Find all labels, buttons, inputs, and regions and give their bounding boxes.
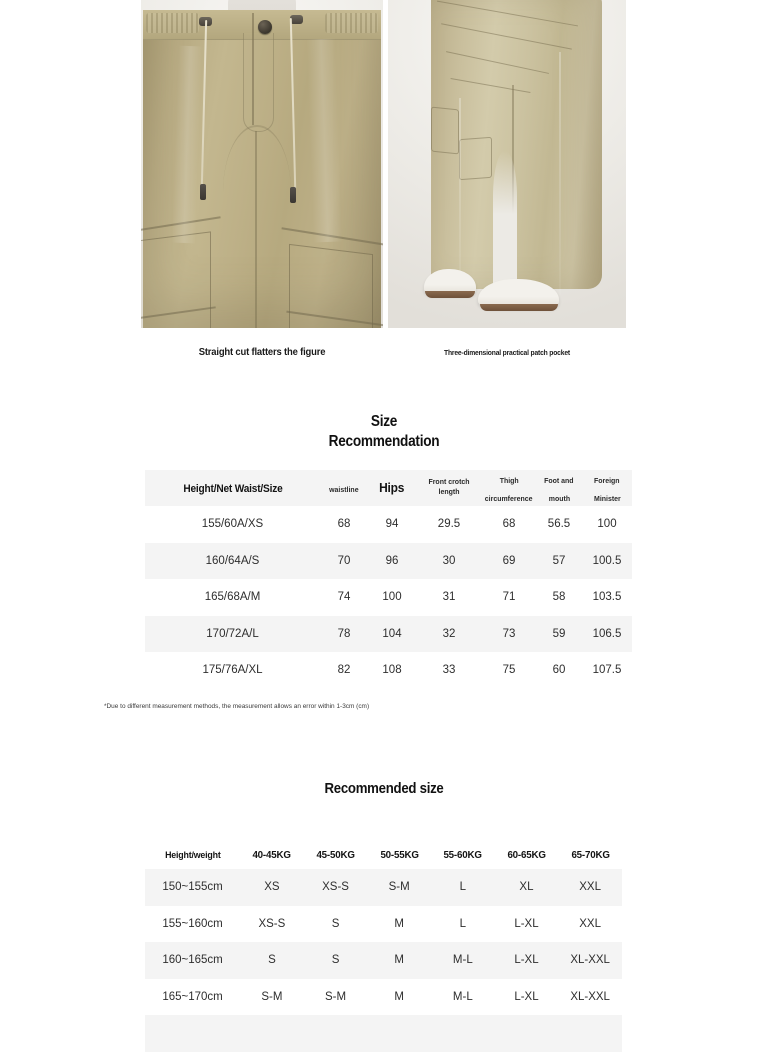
cell-size-45-50: XS-S [322,881,349,894]
table-row [145,942,622,979]
cell-front-crotch: 32 [442,627,456,640]
table-row [145,506,632,543]
cell-height-range: 160~165cm [162,954,223,967]
cell-size-60-65: L-XL [514,990,539,1003]
cell-waistline: 74 [337,591,351,604]
cell-foot-mouth: 57 [552,554,566,567]
header-height-weight: Height/weight [164,849,221,861]
cell-size-65-70: XL-XXL [570,990,610,1003]
cell-size-45-50 [304,1015,368,1052]
sneaker-sole-right [480,304,558,311]
cell-hips: 100 [382,591,402,604]
patch-pocket-right [289,244,373,328]
cell-size-label: 160/64A/S [205,554,260,567]
fly-seam [252,13,254,125]
cell-size-label: 175/76A/XL [202,664,263,677]
cell-size-55-60: M-L [452,954,473,967]
size-recommendation-title [46,412,722,452]
header-foot-and-mouth: Foot and mouth [544,476,574,503]
cell-waistline: 68 [337,518,351,531]
header-hips: Hips [379,480,405,495]
cell-size-45-50: S [331,917,340,930]
cell-foreign-minister: 100 [597,518,617,531]
cell-size-40-45: XS [264,881,280,894]
table-row [145,616,632,653]
cell-size-55-60 [431,1015,495,1052]
size-title-line-2: Recommendation [328,432,440,450]
cell-front-crotch: 29.5 [437,518,461,531]
header-weight-65-70: 65-70KG [570,848,610,861]
product-photo-strip [141,0,626,328]
measurement-note: *Due to different measurement methods, the measurement allows an error within 1-3cm (cm) [104,703,370,710]
header-weight-45-50: 45-50KG [316,848,355,861]
table-row [145,906,622,943]
cell-front-crotch: 31 [442,591,456,604]
table-row [145,543,632,580]
cell-size-label: 155/60A/XS [201,518,264,531]
cell-foreign-minister: 106.5 [592,627,622,640]
cell-height-range: 150~155cm [162,881,223,894]
cell-hips: 108 [382,664,402,677]
cell-size-label: 170/72A/L [206,627,259,640]
cell-size-60-65 [495,1015,559,1052]
elastic-gather-right [325,13,378,33]
cell-size-60-65: XL [519,881,534,894]
cell-hips: 94 [385,518,399,531]
cell-size-50-55: S-M [388,881,410,894]
cell-size-40-45: S [268,954,276,967]
cell-size-65-70 [558,1015,622,1052]
cell-waistline: 70 [337,554,351,567]
header-weight-50-55: 50-55KG [380,848,419,861]
drawcord-tip-left [200,184,206,200]
cell-hips: 104 [382,627,402,640]
cell-size-40-45: S-M [261,990,283,1003]
product-photo-front[interactable] [141,0,383,328]
cell-height-range: 165~170cm [162,990,223,1003]
product-photo-legs[interactable] [388,0,626,328]
header-weight-55-60: 55-60KG [443,848,482,861]
cell-thigh: 73 [502,627,516,640]
patch-pocket-left [141,232,211,328]
fly-panel [243,33,274,132]
cell-foot-mouth: 59 [552,627,566,640]
patch-pocket-side-lower [459,137,492,181]
size-chart-table [145,470,632,689]
cell-size-45-50: S [331,954,340,967]
cell-thigh: 68 [502,518,516,531]
cell-size-65-70: XXL [579,917,602,930]
table-row [145,869,622,906]
sneaker-sole-left [425,291,475,298]
cell-size-50-55: M [394,917,404,930]
cell-size-45-50: S-M [324,990,347,1003]
cell-waistline: 78 [337,627,351,640]
cell-foot-mouth: 56.5 [547,518,571,531]
elastic-gather-left [146,13,199,33]
cell-thigh: 71 [502,591,516,604]
cell-size-55-60: L [459,881,467,894]
cell-size-55-60: M-L [452,990,473,1003]
cell-size-55-60: L [459,917,467,930]
cell-size-40-45: XS-S [258,917,286,930]
header-front-crotch-length: Front crotch length [428,477,470,496]
patch-pocket-side [431,107,459,155]
recommended-header-row [145,838,622,869]
header-weight-60-65: 60-65KG [507,848,546,861]
cell-size-50-55: M [394,990,404,1003]
header-weight-40-45: 40-45KG [252,848,292,861]
cell-foreign-minister: 107.5 [592,664,622,677]
photo-caption-right: Three-dimensional practical patch pocket [444,348,570,357]
cell-height-range [145,1015,240,1052]
leg-crease-1 [459,98,461,295]
leg-crease-2 [559,52,561,295]
cell-front-crotch: 33 [442,664,456,677]
cell-foreign-minister: 103.5 [592,591,622,604]
table-row-partial [145,1015,622,1052]
header-height-net-waist-size: Height/Net Waist/Size [182,483,283,495]
cell-size-60-65: L-XL [514,917,539,930]
cell-hips: 96 [385,554,399,567]
cell-foot-mouth: 58 [552,591,566,604]
cell-size-65-70: XL-XXL [570,954,610,967]
cell-size-40-45 [240,1015,304,1052]
inseam [255,131,257,328]
cell-thigh: 69 [502,554,516,567]
cell-thigh: 75 [502,664,516,677]
header-thigh-circumference: Thigh circumference [485,476,533,503]
table-row [145,579,632,616]
cell-size-60-65: L-XL [514,954,539,967]
recommended-size-table [145,838,622,1052]
cell-foreign-minister: 100.5 [592,554,622,567]
cell-size-label: 165/68A/M [204,591,261,604]
table-row [145,652,632,689]
cell-size-50-55 [367,1015,431,1052]
cell-height-range: 155~160cm [162,917,223,930]
header-waistline: waistline [329,485,359,494]
size-table-header-row [145,470,632,506]
cell-front-crotch: 30 [442,554,456,567]
header-foreign-minister: Foreign Minister [593,476,621,503]
size-title-line-1: Size [370,413,398,430]
table-row [145,979,622,1016]
cell-foot-mouth: 60 [552,664,566,677]
cell-size-65-70: XXL [579,881,602,894]
recommended-size-title: Recommended size [324,780,444,797]
photo-caption-left: Straight cut flatters the figure [198,346,326,358]
cell-waistline: 82 [337,664,351,677]
cell-size-50-55: M [394,954,404,967]
